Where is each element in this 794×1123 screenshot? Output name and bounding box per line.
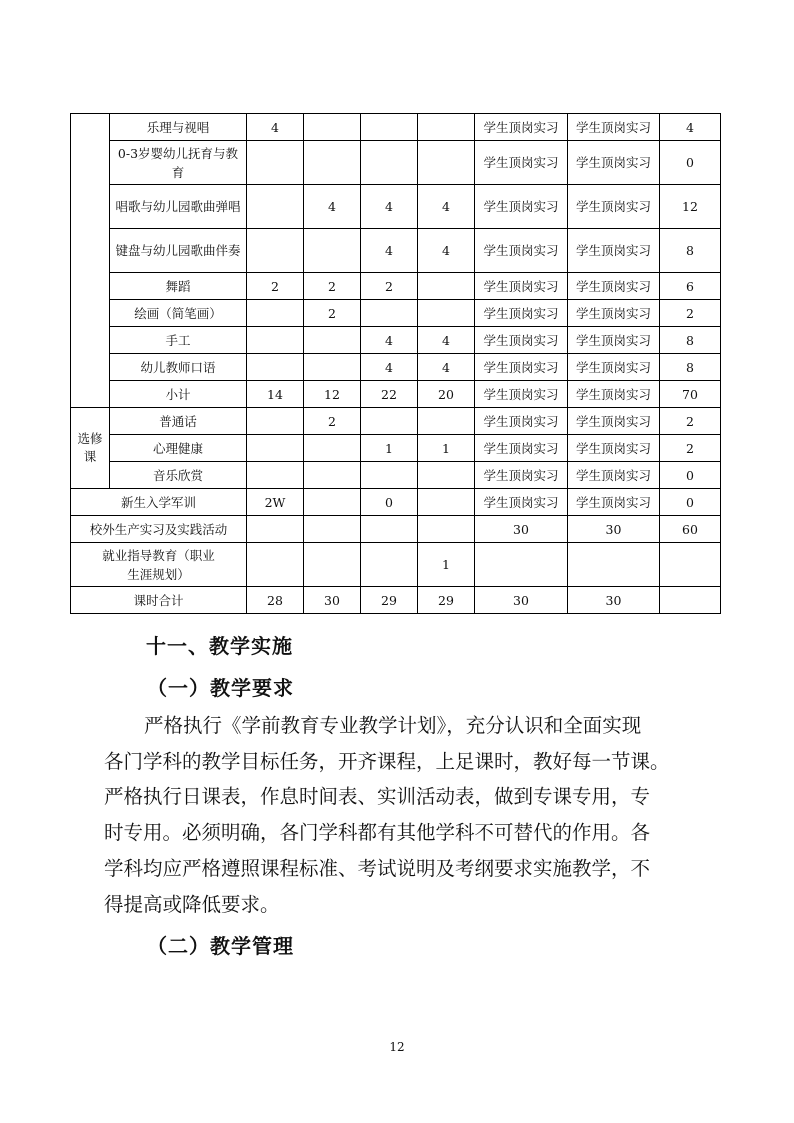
table-cell	[475, 543, 568, 587]
table-cell: 学生顶岗实习	[475, 229, 568, 273]
course-name-cell: 心理健康	[110, 435, 247, 462]
table-row	[71, 229, 721, 273]
table-cell: 30	[475, 587, 568, 614]
course-name-cell: 普通话	[110, 408, 247, 435]
table-cell: 学生顶岗实习	[568, 273, 660, 300]
table-row	[71, 141, 721, 185]
course-name-cell: 绘画（简笔画）	[110, 300, 247, 327]
table-row	[71, 114, 721, 141]
table-cell	[361, 462, 418, 489]
table-row	[71, 327, 721, 354]
table-cell	[418, 489, 475, 516]
table-cell: 2	[304, 408, 361, 435]
table-cell: 28	[247, 587, 304, 614]
table-cell: 1	[361, 435, 418, 462]
table-cell: 学生顶岗实习	[568, 462, 660, 489]
table-cell: 4	[418, 229, 475, 273]
table-cell: 30	[475, 516, 568, 543]
table-cell: 2	[361, 273, 418, 300]
table-cell: 8	[660, 327, 721, 354]
table-cell	[247, 354, 304, 381]
table-cell	[304, 354, 361, 381]
table-cell	[247, 462, 304, 489]
table-row	[71, 435, 721, 462]
elective-category-cell: 选修课	[71, 408, 110, 489]
table-cell: 学生顶岗实习	[475, 273, 568, 300]
table-cell: 4	[361, 229, 418, 273]
table-cell: 2	[660, 435, 721, 462]
table-cell: 0	[660, 462, 721, 489]
table-row	[71, 354, 721, 381]
table-cell: 14	[247, 381, 304, 408]
table-cell	[361, 114, 418, 141]
paragraph-line: 各门学科的教学目标任务，开齐课程，上足课时，教好每一节课。	[104, 750, 670, 773]
table-cell	[304, 229, 361, 273]
table-cell	[418, 408, 475, 435]
table-cell: 20	[418, 381, 475, 408]
course-name-cell: 小计	[110, 381, 247, 408]
paragraph-line: 得提高或降低要求。	[104, 893, 280, 916]
table-cell: 30	[568, 587, 660, 614]
table-cell: 学生顶岗实习	[568, 141, 660, 185]
table-cell	[568, 543, 660, 587]
table-row	[71, 408, 721, 435]
table-cell	[660, 543, 721, 587]
table-cell	[361, 543, 418, 587]
table-cell: 8	[660, 354, 721, 381]
table-row-employment	[71, 543, 721, 587]
table-cell	[247, 435, 304, 462]
table-cell	[361, 300, 418, 327]
employment-label-cell: 就业指导教育（职业生涯规划）	[71, 543, 247, 587]
table-row-military	[71, 489, 721, 516]
table-cell: 学生顶岗实习	[475, 435, 568, 462]
table-cell: 学生顶岗实习	[475, 114, 568, 141]
table-cell: 学生顶岗实习	[568, 185, 660, 229]
table-cell: 22	[361, 381, 418, 408]
table-cell	[304, 543, 361, 587]
table-cell	[247, 229, 304, 273]
table-cell	[247, 543, 304, 587]
course-name-cell: 手工	[110, 327, 247, 354]
table-cell: 6	[660, 273, 721, 300]
table-cell: 12	[304, 381, 361, 408]
course-name-cell: 幼儿教师口语	[110, 354, 247, 381]
table-cell: 0	[361, 489, 418, 516]
course-name-cell: 舞蹈	[110, 273, 247, 300]
table-cell	[304, 435, 361, 462]
table-cell: 学生顶岗实习	[568, 489, 660, 516]
table-cell	[304, 327, 361, 354]
table-cell: 学生顶岗实习	[475, 300, 568, 327]
table-cell: 学生顶岗实习	[568, 435, 660, 462]
table-cell: 学生顶岗实习	[568, 354, 660, 381]
military-label-cell: 新生入学军训	[71, 489, 247, 516]
paragraph-line: 严格执行日课表，作息时间表、实训活动表，做到专课专用，专	[104, 785, 651, 808]
subsection-heading-requirements: （一）教学要求	[147, 676, 294, 700]
table-cell: 学生顶岗实习	[475, 185, 568, 229]
table-row	[71, 185, 721, 229]
paragraph-line: 时专用。必须明确，各门学科都有其他学科不可替代的作用。各	[104, 821, 651, 844]
table-cell: 8	[660, 229, 721, 273]
table-cell	[304, 489, 361, 516]
table-cell: 4	[304, 185, 361, 229]
table-cell: 30	[304, 587, 361, 614]
table-cell	[247, 327, 304, 354]
curriculum-hours-table	[70, 113, 721, 614]
course-name-cell: 唱歌与幼儿园歌曲弹唱	[110, 185, 247, 229]
table-cell: 4	[418, 185, 475, 229]
table-cell: 1	[418, 435, 475, 462]
paragraph-line: 严格执行《学前教育专业教学计划》，充分认识和全面实现	[144, 714, 642, 737]
course-name-cell: 音乐欣赏	[110, 462, 247, 489]
section-heading: 十一、教学实施	[146, 634, 293, 658]
paragraph-line: 学科均应严格遵照课程标准、考试说明及考纲要求实施教学，不	[104, 857, 651, 880]
table-cell: 学生顶岗实习	[475, 462, 568, 489]
table-cell: 学生顶岗实习	[568, 381, 660, 408]
total-label-cell: 课时合计	[71, 587, 247, 614]
table-cell: 2	[660, 408, 721, 435]
table-cell	[418, 114, 475, 141]
table-cell: 学生顶岗实习	[475, 489, 568, 516]
table-cell	[361, 516, 418, 543]
table-cell: 4	[418, 354, 475, 381]
table-cell: 4	[361, 327, 418, 354]
table-cell: 60	[660, 516, 721, 543]
subsection-heading-management: （二）教学管理	[147, 934, 294, 958]
page-number: 12	[389, 1040, 405, 1054]
table-cell	[247, 516, 304, 543]
table-cell: 4	[361, 185, 418, 229]
table-cell: 4	[660, 114, 721, 141]
course-name-cell: 键盘与幼儿园歌曲伴奏	[110, 229, 247, 273]
course-name-cell: 乐理与视唱	[110, 114, 247, 141]
table-row-practice	[71, 516, 721, 543]
course-name-cell: 0-3岁婴幼儿抚育与教育	[110, 141, 247, 185]
table-cell	[304, 141, 361, 185]
table-row-total	[71, 587, 721, 614]
table-cell	[304, 114, 361, 141]
table-row	[71, 273, 721, 300]
table-cell	[247, 141, 304, 185]
table-cell: 学生顶岗实习	[475, 381, 568, 408]
table-cell: 29	[361, 587, 418, 614]
table-cell: 0	[660, 141, 721, 185]
table-cell	[247, 300, 304, 327]
table-row	[71, 381, 721, 408]
practice-label-cell: 校外生产实习及实践活动	[71, 516, 247, 543]
table-cell: 学生顶岗实习	[568, 408, 660, 435]
table-cell: 学生顶岗实习	[475, 141, 568, 185]
table-cell: 4	[418, 327, 475, 354]
table-cell: 29	[418, 587, 475, 614]
table-cell	[418, 273, 475, 300]
table-cell: 学生顶岗实习	[568, 327, 660, 354]
table-row	[71, 462, 721, 489]
table-cell: 学生顶岗实习	[568, 229, 660, 273]
table-cell: 0	[660, 489, 721, 516]
table-cell: 学生顶岗实习	[475, 354, 568, 381]
table-cell: 学生顶岗实习	[475, 408, 568, 435]
table-cell: 学生顶岗实习	[568, 300, 660, 327]
table-cell	[304, 462, 361, 489]
table-cell	[418, 300, 475, 327]
table-cell	[418, 462, 475, 489]
table-cell: 学生顶岗实习	[475, 327, 568, 354]
table-cell: 30	[568, 516, 660, 543]
table-cell	[361, 408, 418, 435]
table-cell: 2	[247, 273, 304, 300]
table-cell: 2	[304, 300, 361, 327]
table-cell: 4	[247, 114, 304, 141]
table-cell: 2	[660, 300, 721, 327]
table-cell: 学生顶岗实习	[568, 114, 660, 141]
table-cell: 1	[418, 543, 475, 587]
table-cell	[418, 141, 475, 185]
table-cell: 2W	[247, 489, 304, 516]
table-cell	[361, 141, 418, 185]
table-cell	[247, 408, 304, 435]
table-cell	[660, 587, 721, 614]
table-row	[71, 300, 721, 327]
table-cell: 70	[660, 381, 721, 408]
table-cell	[304, 516, 361, 543]
table-cell: 12	[660, 185, 721, 229]
category-cell	[71, 114, 110, 408]
table-cell	[418, 516, 475, 543]
table-cell	[247, 185, 304, 229]
table-cell: 2	[304, 273, 361, 300]
table-cell: 4	[361, 354, 418, 381]
